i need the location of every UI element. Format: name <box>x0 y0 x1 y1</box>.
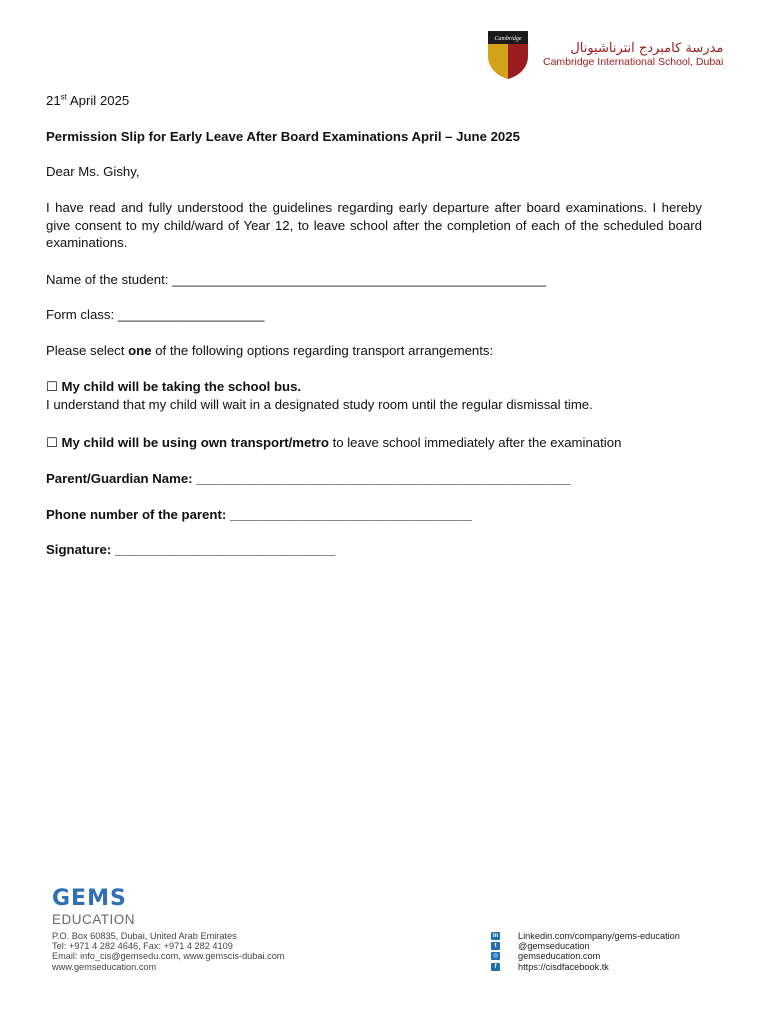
consent-paragraph: I have read and fully understood the guidelines regarding early departure after board examinations. I hereby give consent to my child/ward of Year 12, to leave school after the completion of each of the scheduled board examinations. <box>46 200 702 250</box>
school-crest-icon <box>487 30 529 80</box>
twitter-icon: t <box>491 942 500 950</box>
gems-logo-sub: EDUCATION <box>52 912 136 927</box>
facebook-link[interactable]: https://cisdfacebook.tk <box>518 961 609 972</box>
parent-name-field: Parent/Guardian Name: ___________________________________________________ <box>46 471 571 486</box>
parent-phone-field: Phone number of the parent: _________________________________ <box>46 507 472 522</box>
option-school-bus-note: I understand that my child will wait in a designated study room until the regular dismissal time. <box>46 396 593 412</box>
social-row-twitter <box>491 941 680 951</box>
linkedin-icon: in <box>492 933 499 940</box>
select-instruction: Please select one of the following options regarding transport arrangements: <box>46 343 494 358</box>
social-row-linkedin <box>491 931 680 941</box>
option-school-bus-label: ☐ My child will be taking the school bus. <box>46 379 302 394</box>
option-own-transport: ☐ My child will be using own transport/metro to leave school immediately after the examination <box>46 435 622 450</box>
student-name-field: Name of the student: ___________________________________________________ <box>46 272 547 287</box>
school-name-block <box>543 42 723 69</box>
gems-education-logo <box>52 888 135 928</box>
footer-address <box>52 931 284 972</box>
salutation: Dear Ms. Gishy, <box>46 164 140 179</box>
crest-label: Cambridge <box>494 36 522 42</box>
twitter-link[interactable]: @gemseducation <box>518 941 590 952</box>
school-logo <box>487 30 723 80</box>
letter-date: 21st April 2025 <box>46 92 130 108</box>
signature-field: Signature: ______________________________ <box>46 542 335 557</box>
school-name-arabic: مدرسة كامبردج انترناشيونال <box>570 40 724 56</box>
social-row-instagram <box>491 951 680 961</box>
school-name-english: Cambridge International School, Dubai <box>543 55 724 68</box>
form-class-field: Form class: ____________________ <box>46 307 265 322</box>
website-line: www.gemseducation.com <box>52 961 157 972</box>
instagram-link[interactable]: gemseducation.com <box>518 951 601 962</box>
letter-title: Permission Slip for Early Leave After Board Examinations April – June 2025 <box>46 129 520 144</box>
option-school-bus <box>46 378 702 413</box>
address-line: P.O. Box 60835, Dubai, United Arab Emirates <box>52 931 237 941</box>
linkedin-link[interactable]: Linkedin.com/company/gems-education <box>518 931 680 941</box>
instagram-icon: ◎ <box>492 953 499 960</box>
phone-fax-line: Tel: +971 4 282 4646, Fax: +971 4 282 4109 <box>52 941 233 952</box>
gems-logo-word: GEMS <box>52 886 127 911</box>
social-row-facebook <box>491 962 680 972</box>
email-line: Email: info_cis@gemsedu.com, www.gemscis-dubai.com <box>52 951 285 962</box>
facebook-icon: f <box>491 963 500 971</box>
footer-social-links <box>491 931 680 972</box>
